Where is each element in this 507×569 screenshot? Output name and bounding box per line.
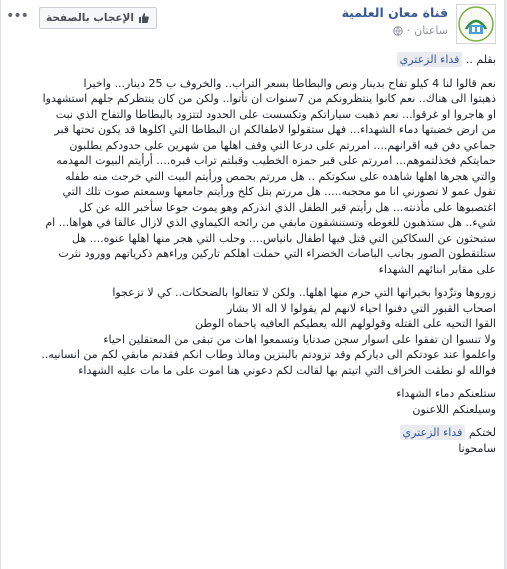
text-line: جماعي دفن فيه اقرانهم.... امررتم على درعا التي وقف اهلها من شهرين على حدودكم يطلبون bbox=[69, 138, 496, 152]
separator: · bbox=[406, 24, 411, 37]
page-logo-icon bbox=[457, 5, 495, 43]
text-line: والتي هجرها اهلها شاهده على سكوتكم .. هل مررتم بحمص ورأيتم البيت التي خرجت منه طفله bbox=[65, 169, 496, 183]
timestamp-text[interactable]: ساعتان bbox=[414, 24, 448, 37]
globe-icon bbox=[393, 26, 403, 36]
closing-lines bbox=[11, 386, 496, 417]
text-line: شيء.. هل ستذهبون للغوطه وتستنشقون مابقي من رائحه الكيماوي الذي لازال عالقا في هواها... ام bbox=[45, 216, 496, 229]
text-line: ذهبتوا الى هناك.. نعم كانوا ينتظرونكم من 7سنوات ان تأتوا.. ولكن من كان ينتظركم جلهم استشهدوا bbox=[42, 92, 496, 105]
signature-tag[interactable]: فداء الزعتري bbox=[400, 425, 466, 440]
text-line: اغتصبوها على مأذنته... هل رأيتم قبر الطفل الذي انذركم وهو يموت جوعا سأخبر الله عن كل bbox=[78, 200, 496, 214]
sign-prefix: لختكم bbox=[468, 426, 496, 439]
like-page-label: الإعجاب بالصفحة bbox=[46, 12, 134, 24]
post-body bbox=[11, 52, 496, 464]
text-line: واعلموا عند عودتكم الى دياركم وقد تزودتم بالبنزين ومالذ وطاب انكم فقدتم مابقي لكم من انسانيه.. bbox=[41, 348, 496, 361]
intro-prefix: بقلم .. bbox=[465, 53, 496, 66]
text-line: وسيلعنكم اللاعنون bbox=[412, 402, 496, 416]
signature-line bbox=[11, 425, 496, 441]
like-page-button[interactable] bbox=[39, 7, 157, 29]
text-line: او هاجروا او غرقوا... نعم ذهبت سياراتكم وتكسست على الحدود لتتزود بالبطاطا والتفاح الذي نبت bbox=[55, 107, 496, 121]
text-line: من ارض خضبتها دماء الشهداء... فهل ستقولوا لاطفالكم ان البطاطا التي اكلوها قد يكون تحتها قبر bbox=[54, 123, 496, 136]
text-line: نعم قالوا لنا 4 كيلو تفاح بدينار ونص والبطاطا بسعر التراب.. والخروف ب 25 دينار... واخيرا bbox=[83, 76, 496, 90]
post-timestamp[interactable] bbox=[393, 24, 448, 37]
post-intro bbox=[11, 52, 496, 68]
text-line: حمايتكم فخذلتموهم... امررتم على قبر حمزه الخطيب وقبلتم تراب قبره.... أرأيتم البيوت المهدمه bbox=[56, 154, 496, 167]
text-line: فوالله لو نطقت الخراف التي اتيتم بها لقالت لكم دعوني هنا اموت على ما مات عليه الشهداء bbox=[78, 363, 496, 377]
text-line: تقول عمو لا تصورني انا مو محجبه..... هل مررتم بتل كلخ ورأيتم جامعها وسمعتم صوت تلك التي bbox=[62, 185, 496, 198]
signature bbox=[11, 425, 496, 456]
page-avatar[interactable] bbox=[456, 4, 496, 44]
author-tag[interactable]: فداء الزعتري bbox=[397, 52, 463, 67]
text-line: ستلعنكم دماء الشهداء bbox=[396, 387, 496, 400]
text-line: ستلتقطون الصور بجانب الباصات الخضراء التي حملت اهلكم تاركين وراءهم ذكرياتهم وورود نثرت bbox=[58, 247, 496, 260]
text-line: القوا التحيه على القتله وقولولهم الله يعطيكم العافيه ياحماه الوطن bbox=[195, 317, 496, 330]
text-line: زوروها وتزّدوا بخيراتها التي حرم منها اهلها.. ولكن لا تتعالوا بالضحكات.. كي لا تزعجوا bbox=[112, 286, 496, 299]
text-line: ولا تنسوا ان تفقوا على اسوار سجن صدنايا وتسمعوا اهات من تبقى من المعتقلين احياء bbox=[103, 332, 496, 346]
paragraph-2 bbox=[11, 285, 496, 378]
text-line: اصحاب القبور التي دفنوا احياء لانهم لم يقولوا لا اله الا بشار bbox=[226, 301, 496, 315]
post-header bbox=[1, 0, 504, 46]
more-options-icon[interactable]: ••• bbox=[6, 8, 28, 24]
text-line: على مقابر ابنائهم الشهداء bbox=[378, 262, 496, 276]
text-line: ستبحثون عن السكاكين التي قتل فيها اطفال بانياس.... وحلب التي هجر منها اهلها عنوه.... هل bbox=[71, 231, 496, 245]
thumbs-up-icon bbox=[138, 12, 150, 24]
paragraph-1 bbox=[11, 76, 496, 278]
signoff: سامحونا bbox=[458, 441, 496, 455]
page-name-link[interactable]: قناة معان العلمية bbox=[341, 5, 448, 20]
